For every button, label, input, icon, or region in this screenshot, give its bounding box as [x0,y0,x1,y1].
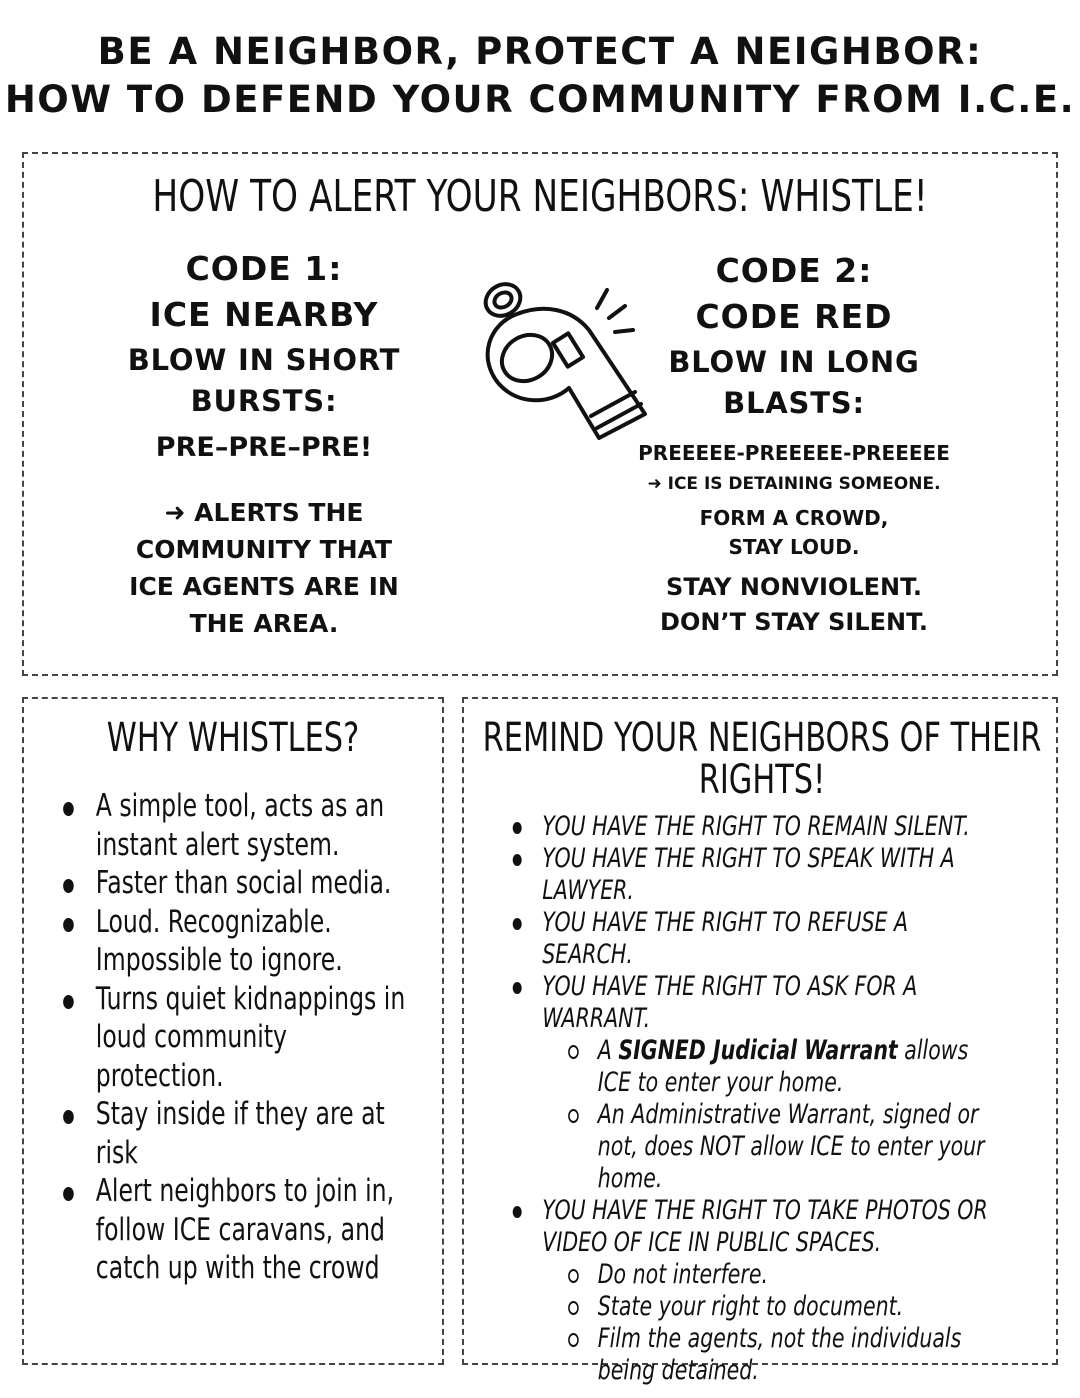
circle-bullet-icon [568,1301,579,1315]
code-1-title [94,246,434,338]
code-2-subtitle-line: CODE RED [695,297,893,336]
circle-bullet-icon [568,1045,579,1059]
sub-item-text: allows ICE to enter your home. [597,1035,969,1098]
circle-bullet-icon [568,1333,579,1347]
code-1-instruction-line: BLOW IN SHORT [127,343,401,377]
right-text: YOU HAVE THE RIGHT TO REMAIN SILENT. [542,811,970,842]
list-item-text: Faster than social media. [95,865,392,901]
bullet-icon [63,802,74,816]
list-item [54,903,419,980]
bullet-icon [63,1187,74,1201]
why-whistles-list [54,787,419,1288]
right-item [502,971,988,1195]
code-2-nonviolent-line: DON’T STAY SILENT. [660,608,928,636]
circle-bullet-icon [568,1109,579,1123]
list-item [54,1095,419,1172]
list-item [54,787,419,864]
list-item [54,1172,419,1288]
sub-item-text: An Administrative Warrant, signed or not, does NOT allow ICE to enter your home. [597,1099,985,1194]
code-1-instruction-line: BURSTS: [190,384,338,418]
sub-item [542,1099,988,1195]
bullet-icon [513,822,522,834]
alert-heading: HOW TO ALERT YOUR NEIGHBORS: WHISTLE! [152,171,928,222]
code-2-title-line: CODE 2: [715,251,873,290]
code-1-column [94,246,434,642]
code-2-instruction [614,342,974,424]
list-item-text: Alert neighbors to join in, follow ICE caravans, and catch up with the crowd [95,1173,395,1286]
code-2-title [614,248,974,340]
photo-sublist [542,1259,988,1387]
code-2-nonviolent [614,570,974,640]
code-2-crowd-line: FORM A CROWD, [699,506,889,530]
code-1-subtitle-line: ICE NEARBY [149,295,379,334]
sub-item-text: Do not interfere. [597,1259,769,1290]
list-item [54,864,419,903]
right-item [502,1195,988,1387]
sub-item [542,1259,988,1291]
code-1-description [94,494,434,642]
title-line-1: BE A NEIGHBOR, PROTECT A NEIGHBOR: [97,30,983,73]
code-1-desc-line: ➜ ALERTS THE [164,498,364,527]
right-item [502,811,988,843]
bullet-icon [63,918,74,932]
code-2-column [614,248,974,640]
bullet-icon [513,982,522,994]
code-2-instruction-line: BLASTS: [723,386,865,420]
circle-bullet-icon [568,1269,579,1283]
list-item-text: A simple tool, acts as an instant alert system. [95,788,385,863]
code-1-instruction [94,340,434,422]
rights-heading: REMIND YOUR NEIGHBORS OF THEIR RIGHTS! [482,715,1042,803]
alert-section [22,152,1058,676]
right-text: YOU HAVE THE RIGHT TO ASK FOR A WARRANT. [542,971,918,1034]
code-1-desc-line: COMMUNITY THAT [135,535,393,564]
code-2-detaining: ➜ ICE IS DETAINING SOMEONE. [647,474,941,494]
bullet-icon [63,1110,74,1124]
code-2-crowd [614,504,974,562]
sub-item [542,1035,988,1099]
bullet-icon [63,995,74,1009]
right-item [502,843,988,907]
right-text: YOU HAVE THE RIGHT TO SPEAK WITH A LAWYER. [542,843,955,906]
bullet-icon [63,879,74,893]
sub-item [542,1291,988,1323]
title-line-2: HOW TO DEFEND YOUR COMMUNITY FROM I.C.E. [4,78,1076,121]
bullet-icon [513,918,522,930]
bullet-icon [513,1206,522,1218]
code-1-title-line: CODE 1: [185,249,343,288]
signed-judicial-warrant-emphasis: SIGNED Judicial Warrant [618,1035,898,1066]
list-item-text: Loud. Recognizable. Impossible to ignore. [95,903,343,978]
sub-item-text: Film the agents, not the individuals being detained. [597,1323,962,1386]
bullet-icon [513,854,522,866]
right-text: YOU HAVE THE RIGHT TO TAKE PHOTOS OR VIDEO OF ICE IN PUBLIC SPACES. [542,1195,988,1258]
page-title [0,28,1080,124]
list-item-text: Stay inside if they are at risk [95,1096,385,1171]
code-1-desc-line: THE AREA. [189,609,339,638]
code-1-desc-line: ICE AGENTS ARE IN [129,572,399,601]
right-item [502,907,988,971]
right-text: YOU HAVE THE RIGHT TO REFUSE A SEARCH. [542,907,909,970]
list-item [54,980,419,1096]
code-2-crowd-line: STAY LOUD. [728,535,860,559]
code-2-instruction-line: BLOW IN LONG [668,345,920,379]
code-2-sound: PREEEEE-PREEEEE-PREEEEE [638,441,950,465]
sub-item-text: State your right to document. [597,1291,904,1322]
sub-item [542,1323,988,1387]
rights-list [502,811,988,1387]
sub-item-text: A [597,1035,619,1066]
code-2-nonviolent-line: STAY NONVIOLENT. [666,573,922,601]
list-item-text: Turns quiet kidnappings in loud community protection. [95,980,406,1094]
code-1-sound: PRE–PRE–PRE! [155,432,373,463]
rights-section [462,697,1058,1386]
why-whistles-heading: WHY WHISTLES? [106,715,360,761]
why-whistles-section [22,697,444,1365]
warrant-sublist [542,1035,988,1195]
